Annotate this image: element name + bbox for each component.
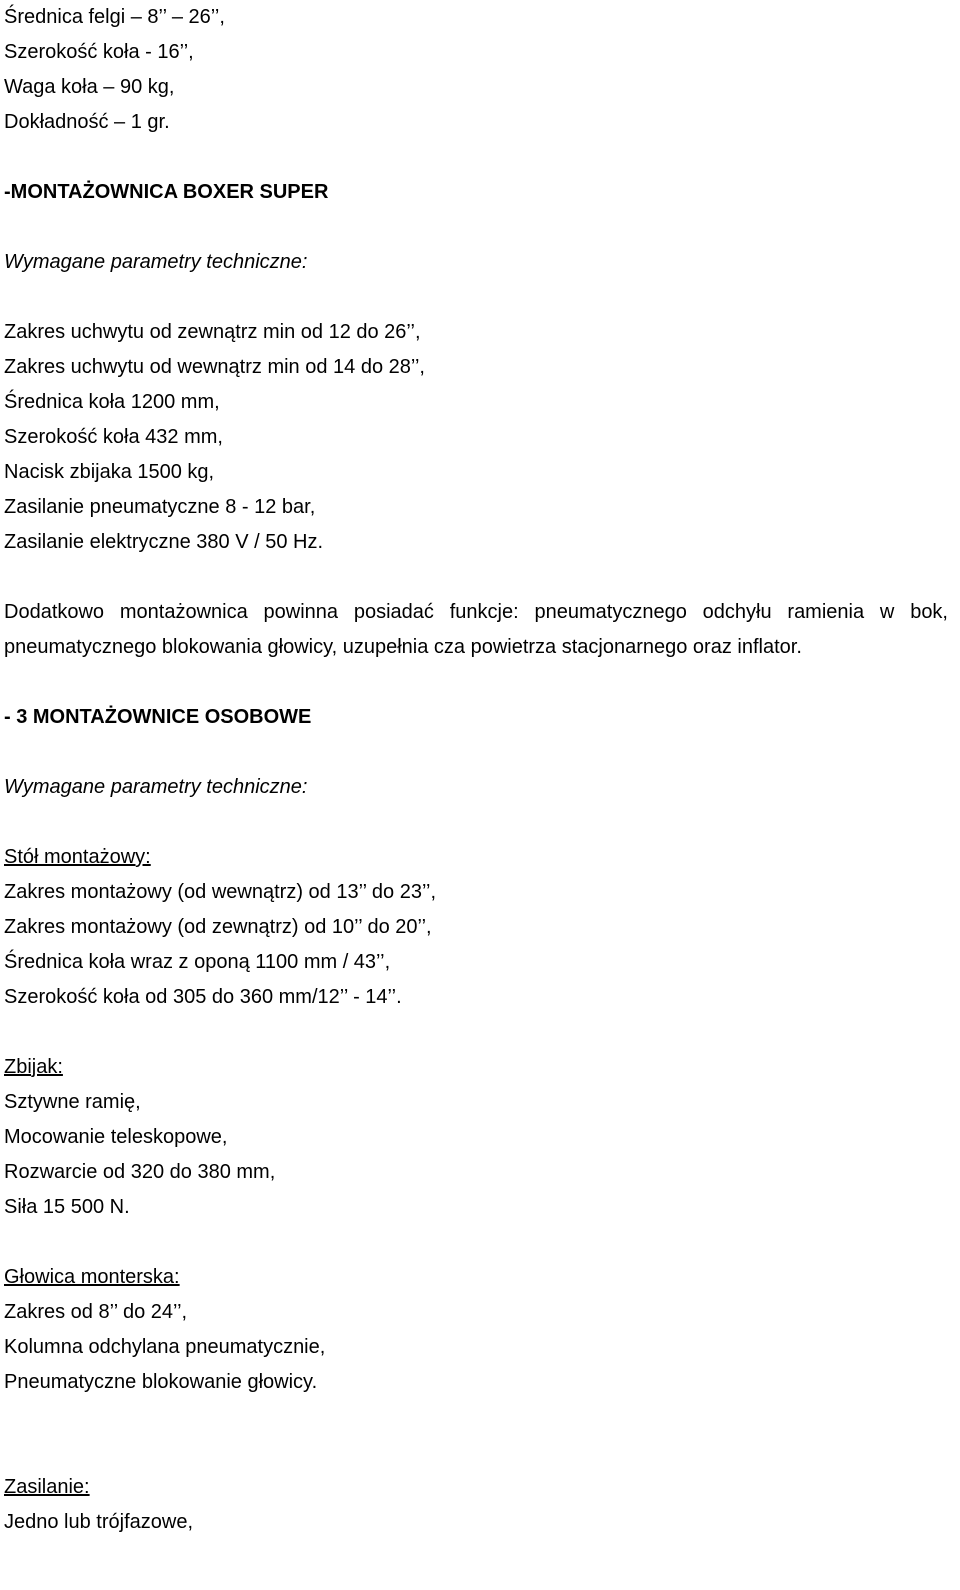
spec-line: Zasilanie elektryczne 380 V / 50 Hz. [4,531,324,553]
spec-line: Sztywne ramię, [4,1091,141,1113]
section-subheading: Wymagane parametry techniczne: [4,776,308,798]
spec-line: Szerokość koła od 305 do 360 mm/12’’ - 14’’. [4,986,402,1008]
section-heading-osobowe: - 3 MONTAŻOWNICE OSOBOWE [4,706,312,728]
group-title-glowica: Głowica monterska: [4,1266,180,1288]
spec-line: Jedno lub trójfazowe, [4,1511,194,1533]
spec-line: Dokładność – 1 gr. [4,111,170,133]
spec-line: Mocowanie teleskopowe, [4,1126,228,1148]
spec-line: Zakres montażowy (od wewnątrz) od 13’’ do 23’’, [4,881,437,903]
group-title-zbijak: Zbijak: [4,1056,63,1078]
section-subheading: Wymagane parametry techniczne: [4,251,308,273]
spec-line: Waga koła – 90 kg, [4,76,175,98]
spec-line: Zakres uchwytu od wewnątrz min od 14 do 28’’, [4,356,425,378]
spec-line: Kolumna odchylana pneumatycznie, [4,1336,326,1358]
spec-line: Siła 15 500 N. [4,1196,130,1218]
additional-functions-paragraph: Dodatkowo montażownica powinna posiadać funkcje: pneumatycznego odchyłu ramienia w bok, pneumatycznego blokowania głowicy, uzupełnia cza powietrza stacjonarnego oraz inflator. [4,601,948,658]
spec-line: Nacisk zbijaka 1500 kg, [4,461,215,483]
spec-line: Średnica koła 1200 mm, [4,391,220,413]
spec-line: Zakres od 8’’ do 24’’, [4,1301,188,1323]
group-title-zasilanie: Zasilanie: [4,1476,90,1498]
spec-line: Zakres uchwytu od zewnątrz min od 12 do 26’’, [4,321,421,343]
spec-line: Średnica koła wraz z oponą 1100 mm / 43’’, [4,951,391,973]
spec-line: Rozwarcie od 320 do 380 mm, [4,1161,276,1183]
spec-line: Zasilanie pneumatyczne 8 - 12 bar, [4,496,316,518]
spec-line: Szerokość koła - 16’’, [4,41,194,63]
spec-line: Pneumatyczne blokowanie głowicy. [4,1371,318,1393]
group-title-stol: Stół montażowy: [4,846,151,868]
spec-line: Średnica felgi – 8’’ – 26’’, [4,6,225,28]
document-page [4,0,954,1540]
spec-line: Zakres montażowy (od zewnątrz) od 10’’ do 20’’, [4,916,432,938]
spec-line: Szerokość koła 432 mm, [4,426,223,448]
section-heading-boxer-super: -MONTAŻOWNICA BOXER SUPER [4,181,329,203]
